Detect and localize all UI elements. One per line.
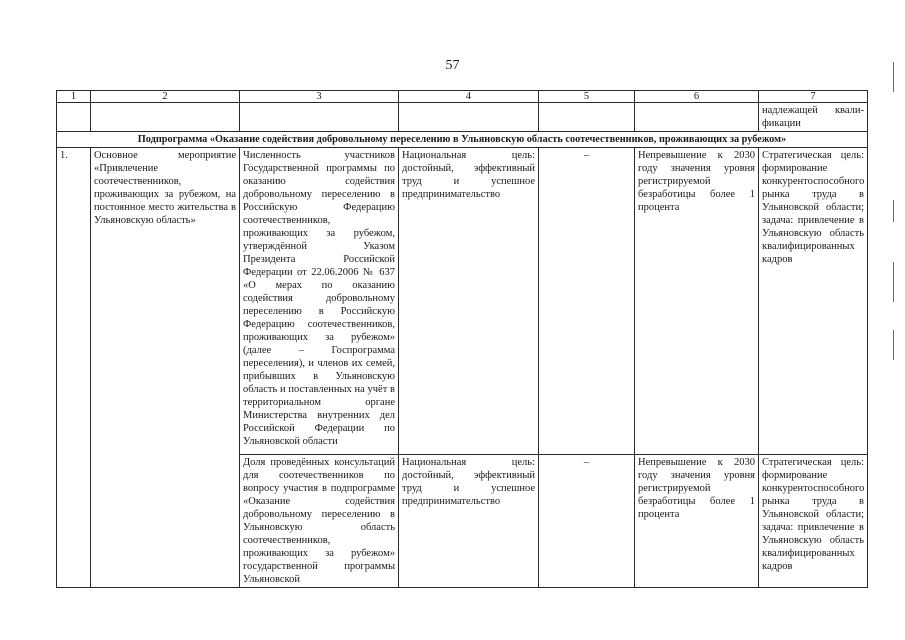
indicator: Численность участников Государственной программы по оказанию содействия добровольному переселению в Российскую Федерацию соотечественников, проживающих за рубежом, утверждённой Указом Президента Российской Федерации от 22.06.2006 № 637 «О мерах по оказанию содействия добровольному переселению в Российскую Федерацию соотечественников, проживающих за рубежом» (далее – Госпрограмма переселения), и членов их семей, прибывших в Ульяновскую область и поставленных на учёт в территориальном органе Министерства внутренних дел Российской Федерации по Ульяновской области [240, 148, 399, 455]
national-goal: Национальная цель: достойный, эффективный труд и успешное предпринимательство [399, 148, 539, 455]
continuation-row [57, 103, 868, 132]
column-number: 4 [399, 91, 539, 103]
scan-mark [893, 200, 894, 222]
page-number: 57 [445, 58, 460, 73]
measures-table [56, 90, 868, 588]
national-goal: Национальная цель: достойный, эффективный труд и успешное предпринимательство [399, 455, 539, 588]
scan-mark [893, 262, 894, 302]
empty-cell [91, 103, 240, 132]
column-5-value: – [539, 148, 635, 455]
column-number: 3 [240, 91, 399, 103]
empty-cell [635, 103, 759, 132]
table-row [57, 148, 868, 455]
scan-mark [893, 330, 894, 360]
subprogram-title: Подпрограмма «Оказание содействия добровольному переселению в Ульяновскую область соотечественников, проживающих за рубежом» [57, 132, 868, 148]
row-number: 1. [57, 148, 91, 588]
strategic-goal-continuation: надлежащей квали-фикации [759, 103, 868, 132]
target-indicator: Непревышение к 2030 году значения уровня регистрируемой безработицы более 1 процента [635, 148, 759, 455]
scan-mark [893, 62, 894, 92]
column-5-value: – [539, 455, 635, 588]
strategic-goal: Стратегическая цель: формирование конкурентоспособного рынка труда в Ульяновской области; задача: привлечение в Ульяновскую область квалифицированных кадров [759, 455, 868, 588]
main-measure: Основное мероприятие «Привлечение соотечественников, проживающих за рубежом, на постоянное место жительства в Ульяновскую область» [91, 148, 240, 588]
column-number: 6 [635, 91, 759, 103]
indicator: Доля проведённых консультаций для соотечественников по вопросу участия в подпрограмме «Оказание содействия добровольному переселению в Ульяновскую область соотечественников, проживающих за рубежом» государственной программы Ульяновской [240, 455, 399, 588]
empty-cell [57, 103, 91, 132]
empty-cell [539, 103, 635, 132]
column-number: 5 [539, 91, 635, 103]
column-number: 7 [759, 91, 868, 103]
column-number: 2 [91, 91, 240, 103]
empty-cell [399, 103, 539, 132]
column-number-row [57, 91, 868, 103]
column-number: 1 [57, 91, 91, 103]
strategic-goal: Стратегическая цель: формирование конкурентоспособного рынка труда в Ульяновской области; задача: привлечение в Ульяновскую область квалифицированных кадров [759, 148, 868, 455]
target-indicator: Непревышение к 2030 году значения уровня регистрируемой безработицы более 1 процента [635, 455, 759, 588]
empty-cell [240, 103, 399, 132]
subprogram-row [57, 132, 868, 148]
